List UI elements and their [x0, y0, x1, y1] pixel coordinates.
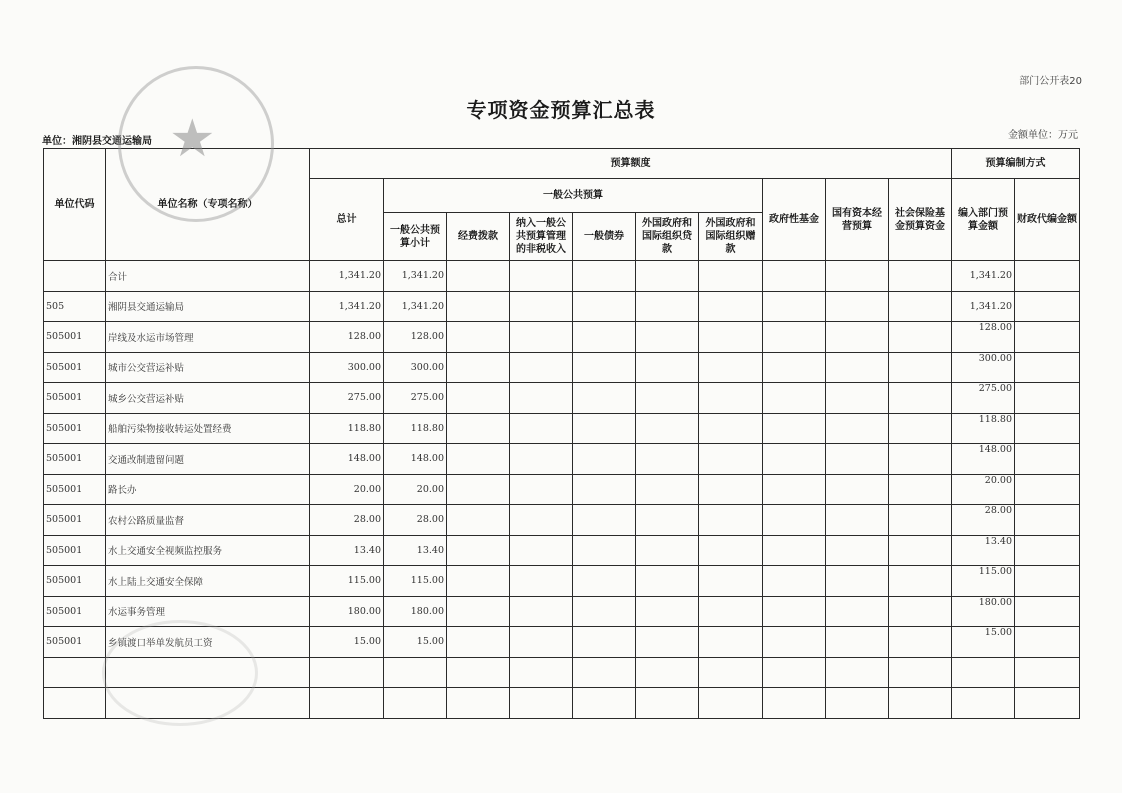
table-row	[44, 566, 1080, 597]
header-fiscal-agent: 财政代编金额	[1015, 179, 1080, 261]
table-row-empty	[44, 688, 1080, 719]
cell-name: 湘阴县交通运输局	[106, 291, 310, 322]
table-row	[44, 352, 1080, 383]
header-budget-method: 预算编制方式	[952, 149, 1080, 179]
cell-name: 合计	[106, 261, 310, 292]
cell-subtotal: 180.00	[384, 596, 447, 627]
cell-name: 水运事务管理	[106, 596, 310, 627]
cell-code: 505001	[44, 627, 106, 658]
cell-subtotal: 15.00	[384, 627, 447, 658]
cell-total: 15.00	[310, 627, 384, 658]
table-row	[44, 413, 1080, 444]
table-row	[44, 596, 1080, 627]
header-unit-name: 单位名称（专项名称）	[106, 149, 310, 261]
table-row	[44, 627, 1080, 658]
cell-name: 交通改制遗留问题	[106, 444, 310, 475]
cell-dept-amount: 28.00	[952, 505, 1015, 536]
cell-dept-amount: 275.00	[952, 383, 1015, 414]
header-general-subtotal: 一般公共预算小计	[384, 213, 447, 261]
cell-dept-amount: 128.00	[952, 322, 1015, 353]
cell-code: 505001	[44, 413, 106, 444]
cell-code: 505001	[44, 474, 106, 505]
header-non-tax: 纳入一般公共预算管理的非税收入	[510, 213, 573, 261]
cell-code: 505001	[44, 322, 106, 353]
table-row	[44, 535, 1080, 566]
table-row-total	[44, 261, 1080, 292]
header-gov-fund: 政府性基金	[763, 179, 826, 261]
cell-total: 13.40	[310, 535, 384, 566]
table-row	[44, 322, 1080, 353]
cell-name: 城乡公交营运补贴	[106, 383, 310, 414]
header-general-bond: 一般债券	[573, 213, 636, 261]
cell-total: 275.00	[310, 383, 384, 414]
cell-total: 1,341.20	[310, 291, 384, 322]
cell-subtotal: 300.00	[384, 352, 447, 383]
table-row	[44, 444, 1080, 475]
header-funding: 经费拨款	[447, 213, 510, 261]
cell-code: 505001	[44, 383, 106, 414]
cell-total: 148.00	[310, 444, 384, 475]
table-row-empty	[44, 657, 1080, 688]
table-row	[44, 474, 1080, 505]
cell-total: 128.00	[310, 322, 384, 353]
cell-dept-amount: 148.00	[952, 444, 1015, 475]
seal-star-icon: ★	[169, 109, 216, 169]
cell-code: 505001	[44, 566, 106, 597]
table-row	[44, 383, 1080, 414]
cell-code: 505001	[44, 352, 106, 383]
cell-subtotal: 275.00	[384, 383, 447, 414]
cell-name: 水上陆上交通安全保障	[106, 566, 310, 597]
cell-subtotal: 20.00	[384, 474, 447, 505]
table-row	[44, 505, 1080, 536]
cell-subtotal: 118.80	[384, 413, 447, 444]
cell-name: 水上交通安全视频监控服务	[106, 535, 310, 566]
header-budget-amount: 预算额度	[310, 149, 952, 179]
cell-total: 115.00	[310, 566, 384, 597]
cell-subtotal: 148.00	[384, 444, 447, 475]
cell-dept-amount: 115.00	[952, 566, 1015, 597]
header-foreign-grant: 外国政府和国际组织赠款	[699, 213, 763, 261]
cell-total: 180.00	[310, 596, 384, 627]
cell-dept-amount: 118.80	[952, 413, 1015, 444]
cell-total: 300.00	[310, 352, 384, 383]
form-number: 部门公开表20	[1019, 76, 1082, 87]
cell-total: 20.00	[310, 474, 384, 505]
cell-subtotal: 1,341.20	[384, 291, 447, 322]
cell-name: 城市公交营运补贴	[106, 352, 310, 383]
cell-code: 505	[44, 291, 106, 322]
cell-name: 船舶污染物接收转运处置经费	[106, 413, 310, 444]
cell-dept-amount: 1,341.20	[952, 261, 1015, 292]
cell-code: 505001	[44, 535, 106, 566]
amount-unit: 金额单位：万元	[1008, 130, 1078, 141]
header-social-security: 社会保险基金预算资金	[889, 179, 952, 261]
header-general-budget: 一般公共预算	[384, 179, 763, 213]
cell-code: 505001	[44, 596, 106, 627]
table-row	[44, 291, 1080, 322]
cell-total: 118.80	[310, 413, 384, 444]
cell-code: 505001	[44, 505, 106, 536]
cell-code	[44, 261, 106, 292]
header-foreign-loan: 外国政府和国际组织贷款	[636, 213, 699, 261]
cell-code: 505001	[44, 444, 106, 475]
header-unit-code: 单位代码	[44, 149, 106, 261]
cell-dept-amount: 180.00	[952, 596, 1015, 627]
header-total: 总计	[310, 179, 384, 261]
cell-dept-amount: 1,341.20	[952, 291, 1015, 322]
header-dept-amount: 编入部门预算金额	[952, 179, 1015, 261]
cell-subtotal: 13.40	[384, 535, 447, 566]
header-state-capital: 国有资本经营预算	[826, 179, 889, 261]
cell-name: 路长办	[106, 474, 310, 505]
cell-dept-amount: 13.40	[952, 535, 1015, 566]
cell-name: 农村公路质量监督	[106, 505, 310, 536]
cell-subtotal: 1,341.20	[384, 261, 447, 292]
cell-subtotal: 128.00	[384, 322, 447, 353]
cell-subtotal: 115.00	[384, 566, 447, 597]
cell-dept-amount: 20.00	[952, 474, 1015, 505]
budget-table	[43, 148, 1080, 719]
cell-dept-amount: 15.00	[952, 627, 1015, 658]
cell-dept-amount: 300.00	[952, 352, 1015, 383]
unit-label: 单位：湘阴县交通运输局	[42, 136, 152, 147]
page-title: 专项资金预算汇总表	[466, 98, 656, 122]
cell-name: 岸线及水运市场管理	[106, 322, 310, 353]
cell-total: 1,341.20	[310, 261, 384, 292]
cell-name: 乡镇渡口举单发航员工资	[106, 627, 310, 658]
cell-subtotal: 28.00	[384, 505, 447, 536]
cell-total: 28.00	[310, 505, 384, 536]
